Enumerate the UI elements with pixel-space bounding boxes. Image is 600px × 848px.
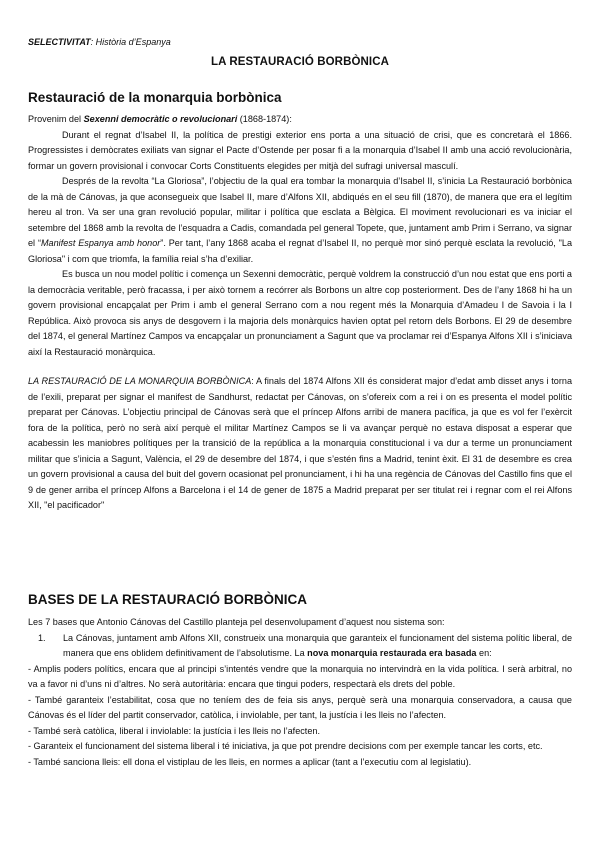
subject-line [28, 37, 171, 47]
subject-name: : Història d’Espanya [90, 37, 171, 47]
manifest-title: Manifest Espanya amb honor [40, 238, 161, 248]
bullet-sanciona: - També sanciona lleis: ell dona el vistiplau de les lleis, en normes a aplicar (tant a l’executiu com al legislatiu). [28, 756, 472, 767]
gloriosa-text-end: ”. Per tant, l’any 1868 acaba el regnat d’Isabel II, no perquè mor sinó perquè esclata la revolució, "La Gloriosa" i com que triomfa, la família reial s’ha d’exiliar. [28, 238, 572, 264]
intro-emphasis: Sexenni democràtic o revolucionari [83, 114, 238, 124]
subject-label: SELECTIVITAT [28, 37, 91, 47]
section-body-bases [28, 615, 572, 770]
document-title: LA RESTAURACIÓ BORBÒNICA [210, 56, 390, 68]
intro-paragraph [28, 112, 572, 128]
bullet-estabilitat: - També garanteix l’estabilitat, cosa que no teníem des de feia sis anys, perquè serà una monarquia conservadora, a causa que Cánovas és el líder del partit conservador, catòlica, i inviolable, per tant, la justícia i les lleis no l’afecten. [28, 694, 572, 720]
restauracio-lead: LA RESTAURACIÓ DE LA MONARQUIA BORBÒNICA [28, 376, 252, 386]
item-text-end: en: [476, 648, 492, 658]
item-emphasis: nova monarquia restaurada era basada [307, 648, 477, 658]
item-text: La Cánovas, juntament amb Alfons XII, construeix una monarquia que garanteix el funcionament del sistema polític liberal, de manera que ens oblidem definitivament de l’absolutisme. La [63, 632, 572, 658]
restauracio-text: : A finals del 1874 Alfons XII és considerat major d’edat amb disset anys i torna de l’exili, preparat per signar el manifest de Sandhurst, redactat per Cánovas, on s’ofereix com a rei i on es presenta el model polític preparat per Cánovas. L’objectiu principal de Cánovas serà que el príncep Alfons arribi de manera pacífica, ja que es vol fer l’exèrcit fora de la política, però no serà així perquè el militar Martínez Campos se li va avançar perquè no estava disposat a esperar que acabessin les maniobres polítiques per la transició de la república a la monarquia constitucional i va dur a terme un pronunciament militar que s’inicia a Sagunt, València, el 29 de desembre del 1874, i que s’estén fins a Madrid, tenint èxit. El 31 de desembre es crea un govern provisional a causa del buit del govern ocasionat pel pronunciament, i hi ha una regència de Cánovas del Castillo fins que el 9 de gener arriba el príncep Alfons a Barcelona i el 14 de gener de 1875 a Madrid preparat per ser titulat rei i regnar com el rei Alfons XII, "el pacificador" [28, 376, 572, 510]
intro-dates: (1868-1874): [237, 114, 292, 124]
gloriosa-text: Després de la revolta “La Gloriosa”, l’objectiu de la qual era tombar la monarquia d’Isabel II, s’inicia La Restauració borbònica de la mà de Cánovas, ja que aconsegueix que Isabel II, mare d’Alfons XII, abdiqués en el seu fill (1870), de manera que era el legítim hereu al tron. Va ser una gran revolució popular, militar i política que esclata a Bèlgica. El moviment revolucionari es va iniciar el setembre del 1868 amb la revolta de l’esquadra a Cadis, comandada pel general Topete, que, juntament amb Prim i Serrano, va signar el “ [28, 176, 572, 248]
bases-list [28, 631, 572, 662]
section-heading-restauracio: Restauració de la monarquia borbònica [28, 90, 282, 105]
intro-text: Provenim del [28, 114, 84, 124]
paragraph-restauracio [28, 374, 572, 514]
section-body-restauracio [28, 112, 572, 514]
paragraph-sexenni: Es busca un nou model polític i comença un Sexenni democràtic, perquè voldrem la construcció d’un nou estat que ens porti a la democràcia veritable, però fracassa, i per això tornem a recórrer als Borbons un altre cop posteriorment. Des de l’any 1868 hi ha un govern provisional encapçalat per Prim i amb el general Serrano com a nou regent més la Monarquia d’Amadeu I de Savoia i la I República. Això provoca sis anys de desgovern i la majoria dels monàrquics havien optat pel retorn dels Borbons. El 29 de desembre del 1874, el general Martínez Campos va encapçalar un pronunciament a Sagunt que va proclamar rei d’Espanya Alfons XII i s’iniciava així la Restauració monàrquica. [28, 269, 572, 357]
paragraph-isabel: Durant el regnat d’Isabel II, la política de prestigi exterior ens porta a una situació de crisi, que es concretarà el 1866. Progressistes i demòcrates exiliats van signar el Pacte d’Ostende per posar fi a la monarquia d’Isabel II amb una acció revolucionària, formar un govern provisional i convocar Corts Constituents elegides per mitjà del sufragi universal masculí. [28, 129, 572, 171]
bullet-poders: - Amplis poders polítics, encara que al principi s’intentés vendre que la monarquia no intervindrà en la vida política. I serà arbitral, no va a favor ni d’uns ni d’altres. No serà autoritària: encara que tingui poders, respectarà els drets del poble. [28, 663, 572, 689]
paragraph-gloriosa [28, 174, 572, 267]
list-number: 1. [38, 632, 46, 643]
bullet-catolica: - També serà catòlica, liberal i inviolable: la justícia i les lleis no l’afecten. [28, 725, 320, 736]
section-heading-bases: BASES DE LA RESTAURACIÓ BORBÒNICA [28, 592, 308, 607]
bases-intro: Les 7 bases que Antonio Cánovas del Castillo planteja pel desenvolupament d’aquest nou sistema son: [28, 617, 445, 627]
list-item [28, 631, 572, 662]
bullet-funcionament: - Garanteix el funcionament del sistema liberal i té iniciativa, ja que pot prendre decisions com per exemple tancar les corts, etc. [28, 741, 543, 751]
